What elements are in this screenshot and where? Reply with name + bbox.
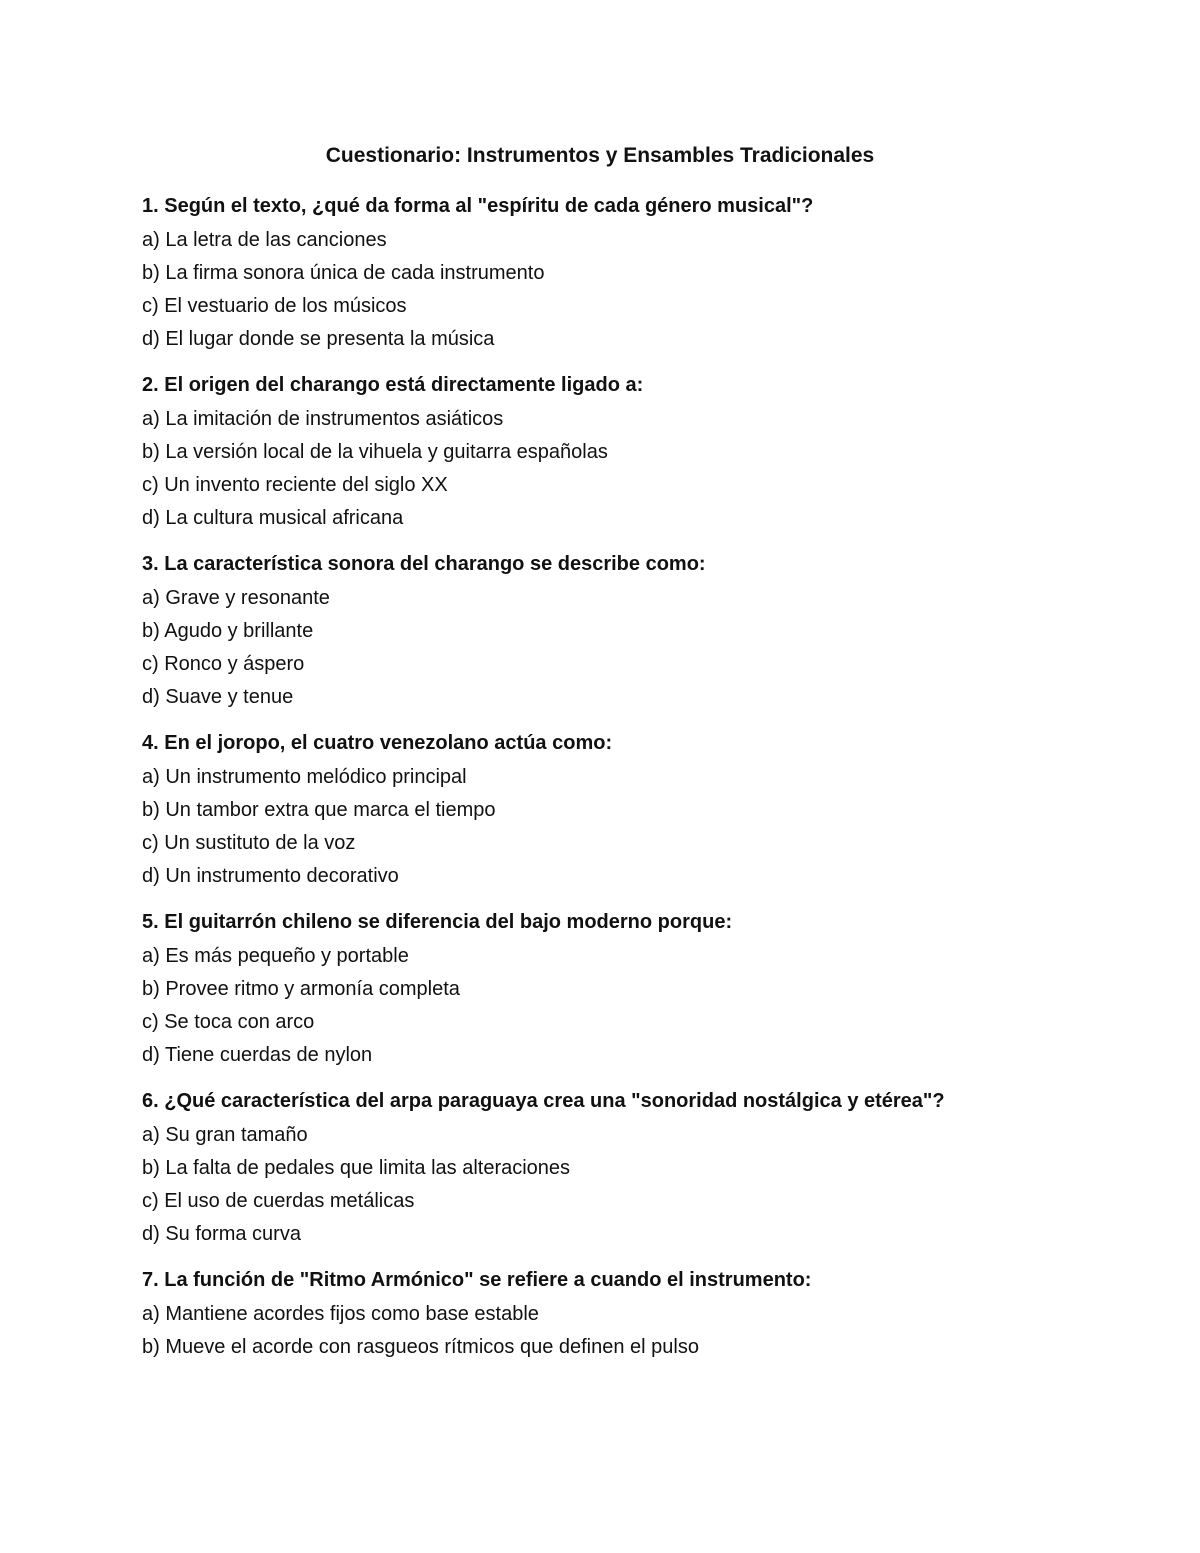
- option-b: b) Provee ritmo y armonía completa: [142, 978, 460, 1000]
- option-a: a) La letra de las canciones: [142, 229, 387, 251]
- option-a: a) Es más pequeño y portable: [142, 945, 409, 967]
- option-c: c) El vestuario de los músicos: [142, 295, 407, 317]
- option-a: a) La imitación de instrumentos asiáticos: [142, 408, 504, 430]
- option-a: a) Grave y resonante: [142, 587, 330, 609]
- option-d: d) Su forma curva: [142, 1223, 301, 1245]
- option-b: b) Un tambor extra que marca el tiempo: [142, 799, 496, 821]
- option-d: d) El lugar donde se presenta la música: [142, 328, 495, 350]
- option-b: b) Agudo y brillante: [142, 620, 314, 642]
- question-text: 2. El origen del charango está directamente ligado a:: [142, 374, 644, 396]
- option-d: d) Tiene cuerdas de nylon: [142, 1044, 373, 1066]
- option-a: a) Un instrumento melódico principal: [142, 766, 467, 788]
- option-a: a) Su gran tamaño: [142, 1124, 308, 1146]
- question-text: 5. El guitarrón chileno se diferencia del bajo moderno porque:: [142, 911, 733, 933]
- option-d: d) Un instrumento decorativo: [142, 865, 399, 887]
- question-5: [142, 907, 1082, 1072]
- question-6: [142, 1086, 1082, 1251]
- option-b: b) Mueve el acorde con rasgueos rítmicos que definen el pulso: [142, 1336, 699, 1358]
- option-b: b) La falta de pedales que limita las alteraciones: [142, 1157, 571, 1179]
- question-text: 6. ¿Qué característica del arpa paraguaya crea una "sonoridad nostálgica y etérea"?: [142, 1090, 945, 1112]
- option-b: b) La firma sonora única de cada instrumento: [142, 262, 545, 284]
- option-c: c) Se toca con arco: [142, 1011, 315, 1033]
- question-4: [142, 728, 1082, 893]
- question-7: [142, 1265, 1082, 1364]
- option-c: c) Un invento reciente del siglo XX: [142, 474, 448, 496]
- option-d: d) La cultura musical africana: [142, 507, 404, 529]
- question-2: [142, 370, 1082, 535]
- question-3: [142, 549, 1082, 714]
- option-c: c) El uso de cuerdas metálicas: [142, 1190, 415, 1212]
- question-text: 4. En el joropo, el cuatro venezolano actúa como:: [142, 732, 613, 754]
- option-c: c) Un sustituto de la voz: [142, 832, 356, 854]
- option-a: a) Mantiene acordes fijos como base estable: [142, 1303, 539, 1325]
- question-text: 1. Según el texto, ¿qué da forma al "espíritu de cada género musical"?: [142, 195, 814, 217]
- option-b: b) La versión local de la vihuela y guitarra españolas: [142, 441, 608, 463]
- question-text: 7. La función de "Ritmo Armónico" se refiere a cuando el instrumento:: [142, 1269, 812, 1291]
- question-text: 3. La característica sonora del charango se describe como:: [142, 553, 706, 575]
- question-list: [142, 191, 1082, 1378]
- page-title: Cuestionario: Instrumentos y Ensambles Tradicionales: [325, 144, 875, 167]
- option-d: d) Suave y tenue: [142, 686, 294, 708]
- question-1: [142, 191, 1082, 356]
- option-c: c) Ronco y áspero: [142, 653, 305, 675]
